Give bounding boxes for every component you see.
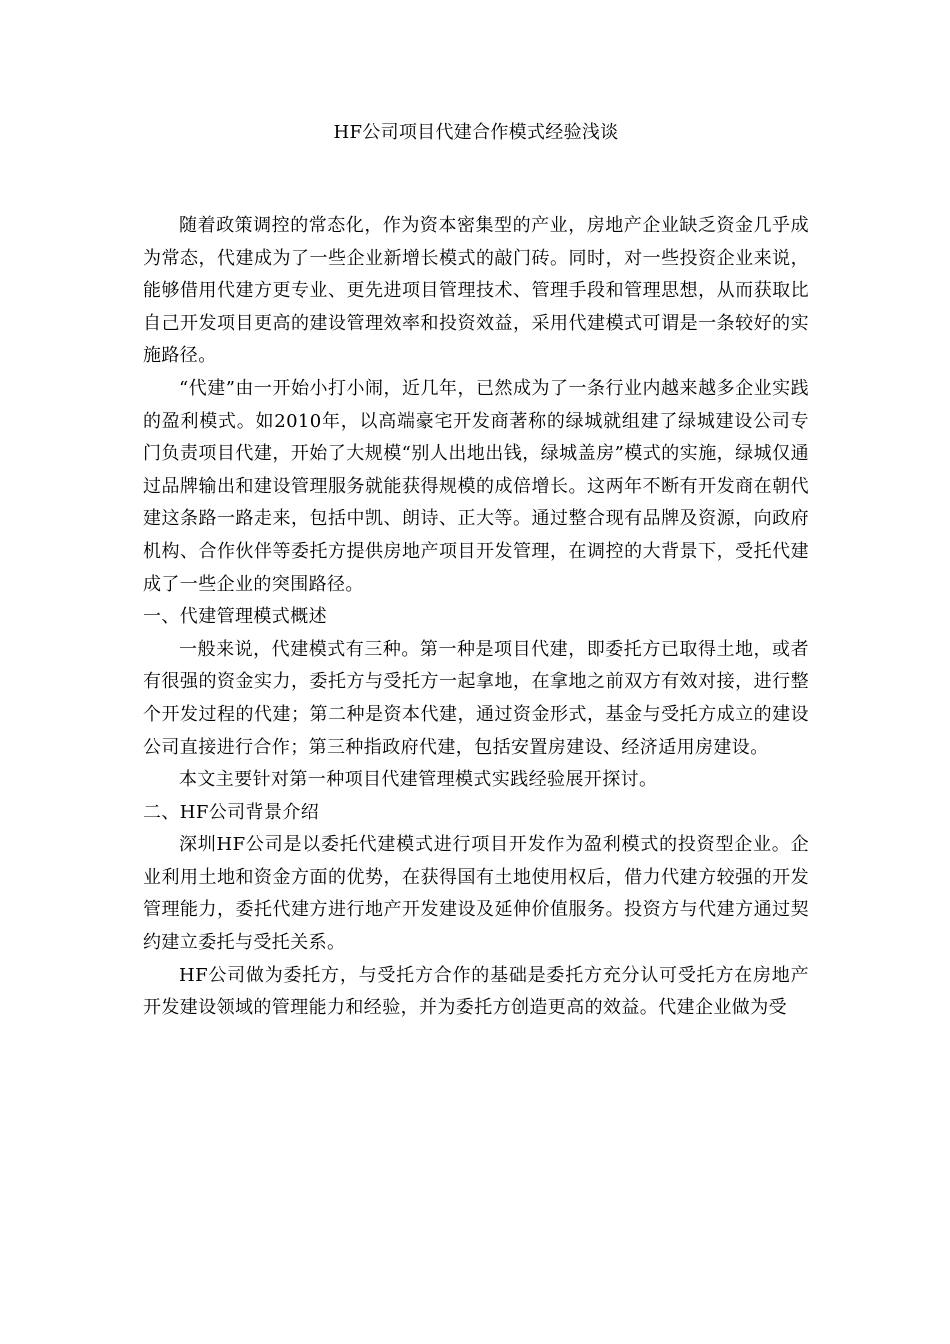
section-heading-overview: 一、代建管理模式概述 bbox=[143, 606, 327, 628]
document-body bbox=[143, 210, 809, 1025]
section-heading-background: 二、HF公司背景介绍 bbox=[143, 801, 320, 823]
paragraph-hf-company: 深圳HF公司是以委托代建模式进行项目开发作为盈利模式的投资型企业。企业利用土地和资金方面的优势，在获得国有土地使用权后，借力代建方较强的开发管理能力，委托代建方进行地产开发建设及延伸价值服务。投资方与代建方通过契约建立委托与受托关系。 bbox=[143, 834, 809, 954]
document-title: HF公司项目代建合作模式经验浅谈 bbox=[333, 122, 619, 143]
paragraph-intro: 随着政策调控的常态化，作为资本密集型的产业，房地产企业缺乏资金几乎成为常态，代建成为了一些企业新增长模式的敲门砖。同时，对一些投资企业来说，能够借用代建方更专业、更先进项目管理技术、管理手段和管理思想，从而获取比自己开发项目更高的建设管理效率和投资效益，采用代建模式可谓是一条较好的实施路径。 bbox=[143, 215, 809, 367]
paragraph-hf-cooperation: HF公司做为委托方，与受托方合作的基础是委托方充分认可受托方在房地产开发建设领域的管理能力和经验，并为委托方创造更高的效益。代建企业做为受 bbox=[143, 964, 809, 1019]
document-content bbox=[143, 117, 809, 1025]
paragraph-daijian-trend: “代建”由一开始小打小闹，近几年，已然成为了一条行业内越来越多企业实践的盈利模式。如2010年，以高端豪宅开发商著称的绿城就组建了绿城建设公司专门负责项目代建，开始了大规模“别人出地出钱，绿城盖房”模式的实施，绿城仅通过品牌输出和建设管理服务就能获得规模的成倍增长。这两年不断有开发商在朝代建这条路一路走来，包括中凯、朗诗、正大等。通过整合现有品牌及资源，向政府机构、合作伙伴等委托方提供房地产项目开发管理，在调控的大背景下，受托代建成了一些企业的突围路径。 bbox=[143, 377, 809, 595]
paragraph-scope: 本文主要针对第一种项目代建管理模式实践经验展开探讨。 bbox=[179, 769, 658, 791]
paragraph-three-modes: 一般来说，代建模式有三种。第一种是项目代建，即委托方已取得土地，或者有很强的资金实力，委托方与受托方一起拿地，在拿地之前双方有效对接，进行整个开发过程的代建；第二种是资本代建，通过资金形式，基金与受托方成立的建设公司直接进行合作；第三种指政府代建，包括安置房建设、经济适用房建设。 bbox=[143, 638, 809, 758]
